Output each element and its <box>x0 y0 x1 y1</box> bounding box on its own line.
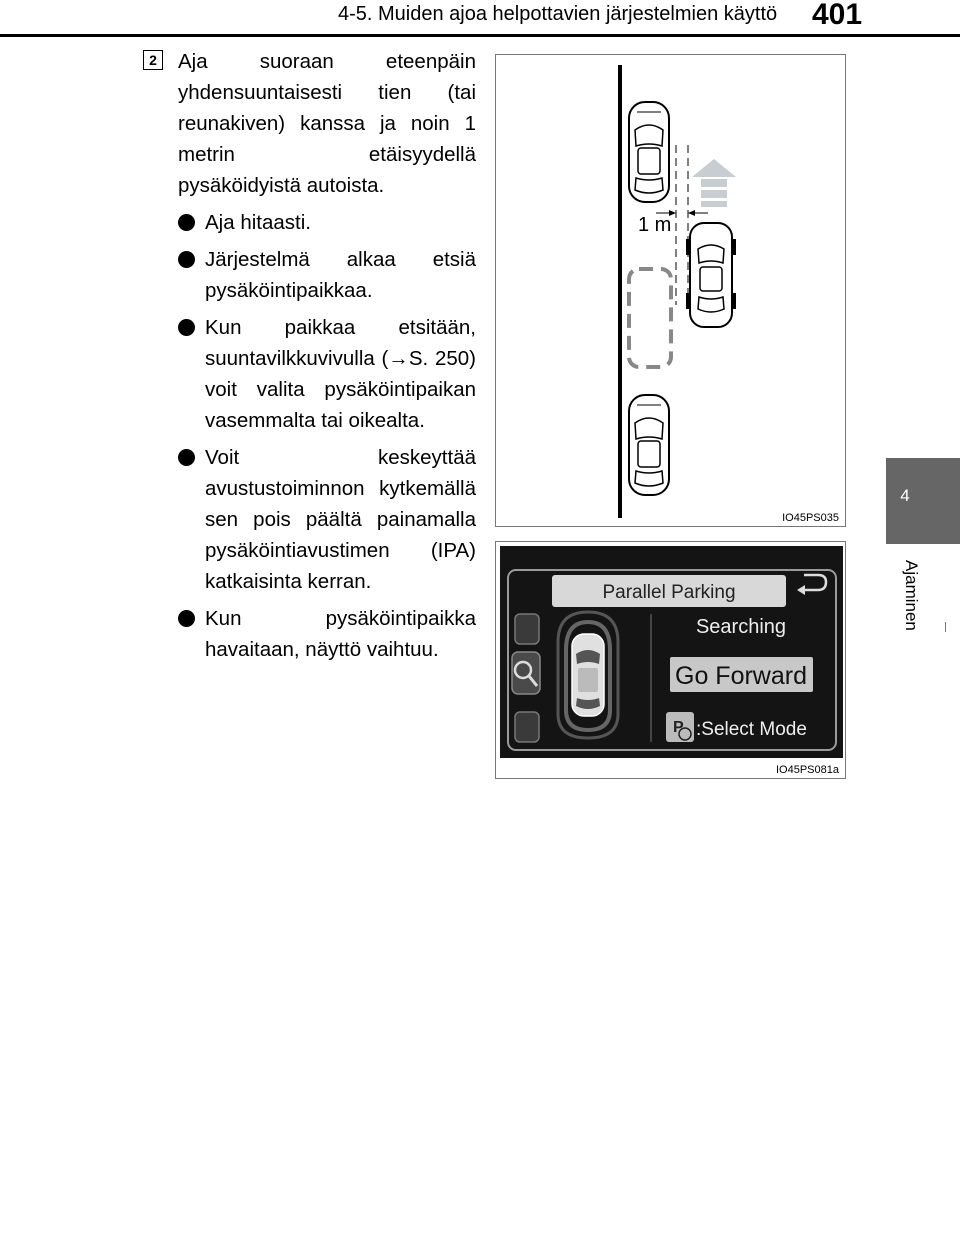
display-screen-svg <box>496 542 847 780</box>
bullet-icon <box>178 610 195 627</box>
step-content <box>178 46 476 671</box>
parking-space-outline <box>629 269 671 367</box>
page-number: 401 <box>812 0 863 31</box>
bullet-text: Voit keskeyttää avustustoiminnon kytkemällä sen pois päältä painamalla pysäköintiavustimen (IPA) katkaisinta kerran. <box>205 446 476 593</box>
figure-code: IO45PS081a <box>776 764 839 776</box>
bullet-text: Kun pysäköintipaikka havaitaan, näyttö vaihtuu. <box>205 607 476 661</box>
bullet-item <box>178 207 476 238</box>
header-rule <box>0 34 960 37</box>
parked-car-icon <box>629 395 669 495</box>
bullet-icon <box>178 251 195 268</box>
screen-title: Parallel Parking <box>602 582 736 603</box>
instruction-text: Go Forward <box>675 662 807 690</box>
side-button <box>515 614 539 644</box>
bullet-list <box>178 207 476 665</box>
svg-text:P: P <box>673 719 684 736</box>
chapter-number: 4 <box>900 486 910 505</box>
section-title: 4-5. Muiden ajoa helpottavien järjestelmien käyttö <box>338 3 778 25</box>
parking-diagram <box>495 54 846 527</box>
bullet-icon <box>178 214 195 231</box>
side-button <box>515 712 539 742</box>
parking-mode-icon <box>666 712 694 742</box>
bullet-text: Kun paikkaa etsitään, suuntavilkkuvivulla (→S. 250) voit valita pysäköintipaikan vasemmalta tai oikealta. <box>205 316 476 432</box>
chapter-tab <box>886 458 960 544</box>
step-intro: Aja suoraan eteenpäin yhdensuuntaisesti tien (tai reunakiven) kanssa ja noin 1 metrin etäisyydellä pysäköidyistä autoista. <box>178 50 476 197</box>
parking-diagram-svg <box>496 55 847 528</box>
bullet-item <box>178 312 476 436</box>
bullet-item <box>178 603 476 665</box>
distance-label: 1 m <box>638 214 672 236</box>
forward-arrow-icon <box>692 159 736 207</box>
chapter-mark <box>945 622 946 632</box>
bullet-icon <box>178 449 195 466</box>
bullet-text: Aja hitaasti. <box>205 211 311 234</box>
parked-car-icon <box>629 102 669 202</box>
select-mode-text: :Select Mode <box>696 719 807 740</box>
bullet-item <box>178 244 476 306</box>
bullet-icon <box>178 319 195 336</box>
status-text: Searching <box>695 616 787 638</box>
moving-car-icon <box>686 223 736 327</box>
figure-code: IO45PS035 <box>782 512 839 524</box>
bullet-text: Järjestelmä alkaa etsiä pysäköintipaikkaa. <box>205 248 476 302</box>
chapter-label: Ajaminen <box>902 560 921 631</box>
page-header <box>0 0 960 34</box>
distance-arrow <box>688 210 695 216</box>
bullet-item <box>178 442 476 597</box>
display-screen-figure <box>495 541 846 779</box>
step-number: 2 <box>143 50 163 70</box>
